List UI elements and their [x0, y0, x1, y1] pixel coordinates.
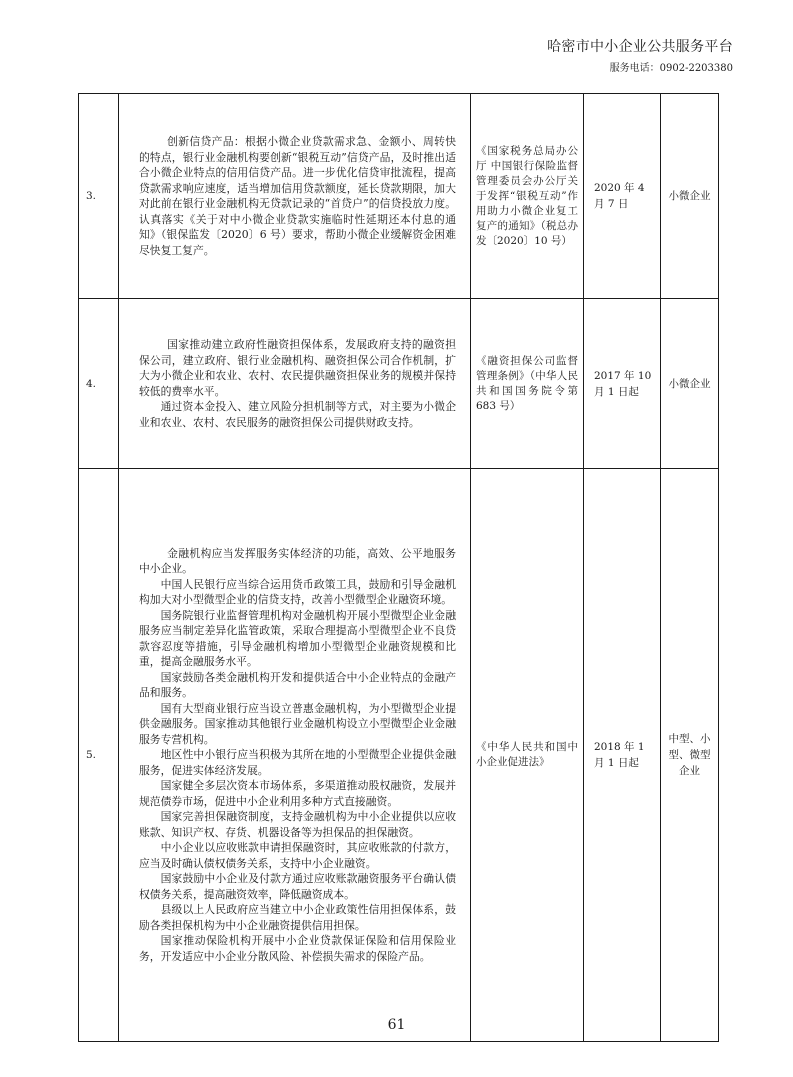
content-paragraph: 国家鼓励中小企业及付款方通过应收账款融资服务平台确认债权债务关系，提高融资效率，降低融资成本。	[139, 872, 456, 901]
platform-title: 哈密市中小企业公共服务平台	[547, 39, 733, 55]
target-enterprise: 中型、小型、微型企业	[661, 469, 719, 1042]
content-paragraph: 中小企业以应收账款申请担保融资时，其应收账款的付款方，应当及时确认债权债务关系，支持中小企业融资。	[139, 841, 456, 870]
content-paragraph: 国务院银行业监督管理机构对金融机构开展小型微型企业金融服务应当制定差异化监管政策，采取合理提高小型微型企业不良贷款容忍度等措施，引导金融机构增加小型微型企业融资规模和比重，提高金融服务水平。	[139, 608, 456, 669]
row-number: 4.	[79, 299, 119, 469]
content-paragraph: 县级以上人民政府应当建立中小企业政策性信用担保体系，鼓励各类担保机构为中小企业融资提供信用担保。	[139, 903, 456, 932]
effective-date: 2017 年 10 月 1 日起	[584, 299, 661, 469]
policy-content	[119, 94, 471, 299]
table-row	[79, 469, 719, 1042]
content-paragraph: 创新信贷产品：根据小微企业贷款需求急、金额小、周转快的特点，银行业金融机构要创新“银税互动”信贷产品，及时推出适合小微企业特点的信用信贷产品。进一步优化信贷审批流程，提高贷款需求响应速度，适当增加信用贷款额度，延长贷款期限，加大对此前在银行业金融机构无贷款记录的“首贷户”的信贷投放力度。认真落实《关于对中小微企业贷款实施临时性延期还本付息的通知》（银保监发〔2020〕6 号）要求，帮助小微企业缓解资金困难尽快复工复产。	[139, 135, 456, 257]
policy-source: 《国家税务总局办公厅 中国银行保险监督管理委员会办公厅关于发挥“银税互动”作用助力小微企业复工复产的通知》（税总办发〔2020〕10 号）	[471, 94, 584, 299]
content-paragraph: 国有大型商业银行应当设立普惠金融机构，为小型微型企业提供金融服务。国家推动其他银行业金融机构设立小型微型企业金融服务专营机构。	[139, 701, 456, 746]
target-enterprise: 小微企业	[661, 94, 719, 299]
policy-content	[119, 469, 471, 1042]
content-paragraph: 国家完善担保融资制度，支持金融机构为中小企业提供以应收账款、知识产权、存货、机器设备等为担保品的担保融资。	[139, 810, 456, 839]
row-number: 3.	[79, 94, 119, 299]
policy-source: 《融资担保公司监督管理条例》（中华人民共和国国务院令第 683 号）	[471, 299, 584, 469]
content-paragraph: 国家推动保险机构开展中小企业贷款保证保险和信用保险业务，开发适应中小企业分散风险、补偿损失需求的保险产品。	[139, 934, 456, 963]
policy-table	[78, 93, 719, 1042]
content-paragraph: 国家鼓励各类金融机构开发和提供适合中小企业特点的金融产品和服务。	[139, 670, 456, 700]
row-number: 5.	[79, 469, 119, 1042]
table-row	[79, 299, 719, 469]
effective-date: 2018 年 1 月 1 日起	[584, 469, 661, 1042]
content-paragraph: 中国人民银行应当综合运用货币政策工具，鼓励和引导金融机构加大对小型微型企业的信贷支持，改善小型微型企业融资环境。	[139, 577, 456, 607]
content-paragraph: 国家健全多层次资本市场体系，多渠道推动股权融资，发展并规范债券市场，促进中小企业利用多种方式直接融资。	[139, 779, 456, 808]
policy-content	[119, 299, 471, 469]
content-paragraph: 国家推动建立政府性融资担保体系，发展政府支持的融资担保公司，建立政府、银行业金融机构、融资担保公司合作机制，扩大为小微企业和农业、农村、农民提供融资担保业务的规模并保持较低的费率水平。	[139, 338, 456, 398]
content-paragraph: 地区性中小银行应当积极为其所在地的小型微型企业提供金融服务，促进实体经济发展。	[139, 748, 456, 777]
target-enterprise: 小微企业	[661, 299, 719, 469]
content-paragraph: 通过资本金投入、建立风险分担机制等方式，对主要为小微企业和农业、农村、农民服务的融资担保公司提供财政支持。	[139, 400, 456, 429]
page-number: 61	[387, 1017, 406, 1033]
page-header	[547, 38, 733, 76]
table-row	[79, 94, 719, 299]
effective-date: 2020 年 4 月 7 日	[584, 94, 661, 299]
policy-source: 《中华人民共和国中小企业促进法》	[471, 469, 584, 1042]
content-paragraph: 金融机构应当发挥服务实体经济的功能，高效、公平地服务中小企业。	[139, 546, 456, 576]
service-phone: 服务电话：0902-2203380	[609, 63, 733, 74]
